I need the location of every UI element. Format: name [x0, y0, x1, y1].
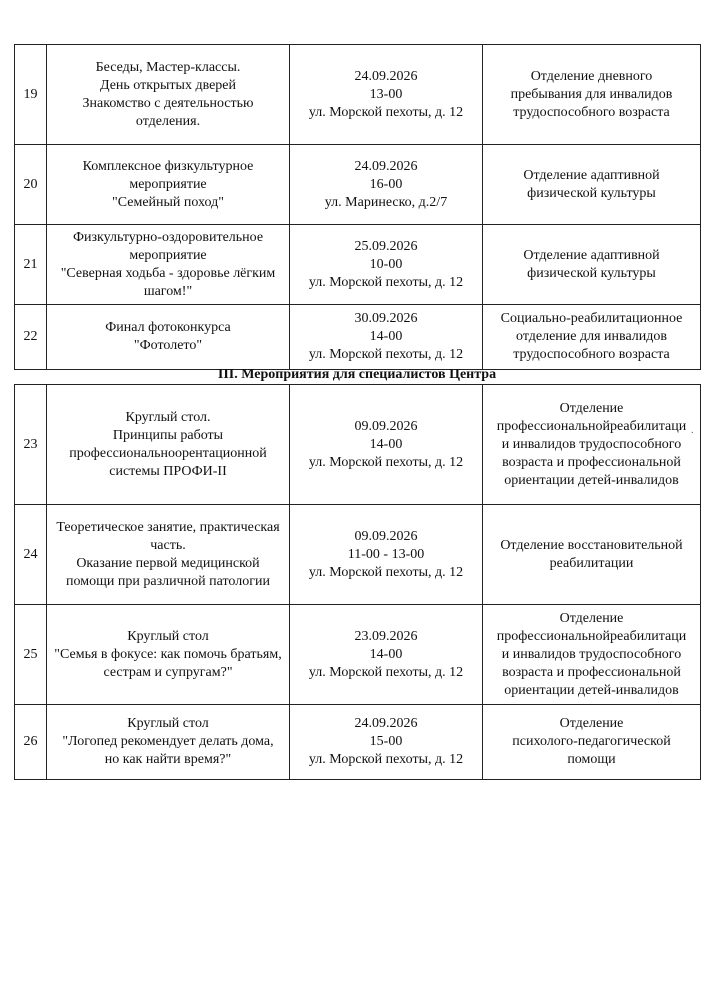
- department-line: Отделение восстановительной: [500, 537, 683, 553]
- department-line: профессиональнойреабилитаци: [496, 418, 687, 434]
- department-cell: [483, 225, 701, 305]
- event-line: "Семья в фокусе: как помочь братьям,: [54, 646, 282, 662]
- date-time-place-cell: [290, 145, 483, 225]
- event-line: Теоретическое занятие, практическая: [56, 519, 280, 535]
- department-line: и инвалидов трудоспособного: [501, 646, 682, 662]
- date-time-place-line: ул. Морской пехоты, д. 12: [308, 664, 464, 680]
- department-line: отделение для инвалидов: [516, 329, 667, 344]
- date-time-place-line: ул. Морской пехоты, д. 12: [308, 274, 464, 290]
- date-time-place-line: ул. Морской пехоты, д. 12: [308, 564, 464, 580]
- date-time-place-line: 24.09.2026: [354, 158, 418, 174]
- event-line: Беседы, Мастер-классы.: [95, 59, 241, 75]
- date-time-place-line: 30.09.2026: [354, 311, 418, 326]
- events-table-specialists: [14, 384, 701, 780]
- date-time-place-cell: [290, 705, 483, 780]
- event-cell: [47, 385, 290, 505]
- date-time-place-line: 15-00: [369, 734, 403, 749]
- date-time-place-cell: [290, 305, 483, 370]
- event-line: Комплексное физкультурное: [82, 158, 254, 174]
- table-row: [15, 45, 701, 145]
- department-line: Социально-реабилитационное: [500, 311, 683, 326]
- date-time-place-line: 14-00: [369, 646, 403, 662]
- date-time-place-cell: [290, 385, 483, 505]
- event-line: "Северная ходьба - здоровье лёгким: [60, 265, 276, 281]
- event-line: "Фотолето": [133, 338, 203, 353]
- table-row: [15, 225, 701, 305]
- date-time-place-line: 14-00: [369, 329, 403, 344]
- department-line: и инвалидов трудоспособного: [501, 436, 682, 452]
- row-number: 23: [15, 385, 47, 505]
- event-line: День открытых дверей: [99, 77, 237, 93]
- date-time-place-cell: [290, 505, 483, 605]
- event-cell: [47, 305, 290, 370]
- event-cell: [47, 225, 290, 305]
- department-line: пребывания для инвалидов: [510, 86, 673, 102]
- department-line: ориентации детей-инвалидов: [504, 682, 679, 698]
- date-time-place-line: 24.09.2026: [354, 716, 418, 731]
- row-number: 19: [15, 45, 47, 145]
- department-line: физической культуры: [527, 265, 656, 281]
- date-time-place-line: 11-00 - 13-00: [347, 546, 425, 562]
- department-cell: [483, 145, 701, 225]
- department-line: трудоспособного возраста: [513, 347, 670, 362]
- event-line: сестрам и супругам?": [103, 664, 233, 680]
- date-time-place-line: 23.09.2026: [354, 628, 418, 644]
- department-cell: [483, 505, 701, 605]
- date-time-place-line: 16-00: [369, 176, 403, 192]
- event-line: Круглый стол: [127, 716, 209, 731]
- event-cell: [47, 605, 290, 705]
- event-cell: [47, 45, 290, 145]
- event-line: помощи при различной патологии: [66, 573, 270, 589]
- row-number: 20: [15, 145, 47, 225]
- date-time-place-line: 13-00: [369, 86, 403, 102]
- department-line: Отделение: [559, 400, 624, 416]
- department-line: Отделение адаптивной: [523, 167, 660, 183]
- event-line: мероприятие: [129, 176, 207, 192]
- row-number: 25: [15, 605, 47, 705]
- date-time-place-line: 09.09.2026: [354, 418, 418, 434]
- date-time-place-line: 10-00: [369, 256, 403, 272]
- department-line: психолого-педагогической: [512, 734, 671, 749]
- section-title: III. Мероприятия для специалистов Центра: [217, 367, 497, 382]
- table-row: [15, 305, 701, 370]
- event-line: Финал фотоконкурса: [105, 320, 231, 335]
- department-cell: [483, 45, 701, 145]
- event-cell: [47, 505, 290, 605]
- department-line: возраста и профессиональной: [502, 664, 681, 680]
- event-line: системы ПРОФИ-II: [109, 463, 227, 479]
- date-time-place-line: ул. Морской пехоты, д. 12: [308, 454, 464, 470]
- events-table-body: [15, 45, 701, 370]
- event-line: Знакомство с деятельностью: [82, 95, 254, 111]
- event-line: отделения.: [135, 113, 201, 129]
- date-time-place-line: ул. Морской пехоты, д. 12: [308, 104, 464, 120]
- event-line: "Логопед рекомендует делать дома,: [62, 734, 274, 749]
- date-time-place-line: 14-00: [369, 436, 403, 452]
- department-line: профессиональнойреабилитаци: [496, 628, 687, 644]
- event-line: шагом!": [143, 283, 193, 299]
- department-line: реабилитации: [549, 555, 634, 571]
- events-table-body: [15, 385, 701, 780]
- date-time-place-line: ул. Морской пехоты, д. 12: [308, 752, 464, 767]
- event-cell: [47, 705, 290, 780]
- event-line: Круглый стол.: [125, 409, 211, 425]
- event-line: но как найти время?": [104, 752, 232, 767]
- date-time-place-cell: [290, 45, 483, 145]
- events-table-part-2: [14, 44, 701, 370]
- date-time-place-line: 24.09.2026: [354, 68, 418, 84]
- event-line: часть.: [150, 537, 186, 553]
- table-row: [15, 605, 701, 705]
- date-time-place-cell: [290, 605, 483, 705]
- event-line: мероприятие: [129, 247, 207, 263]
- department-cell: [483, 605, 701, 705]
- date-time-place-line: ул. Маринеско, д.2/7: [324, 194, 448, 210]
- table-row: [15, 505, 701, 605]
- row-number: 26: [15, 705, 47, 780]
- event-line: профессиональноорентационной: [69, 445, 267, 461]
- event-cell: [47, 145, 290, 225]
- department-line: возраста и профессиональной: [502, 454, 681, 470]
- department-line: физической культуры: [527, 185, 656, 201]
- department-line: ориентации детей-инвалидов: [504, 472, 679, 488]
- department-line: Отделение адаптивной: [523, 247, 660, 263]
- department-line: Отделение дневного: [530, 68, 653, 84]
- department-line: помощи: [567, 752, 616, 767]
- date-time-place-line: 09.09.2026: [354, 528, 418, 544]
- department-line: Отделение: [559, 716, 624, 731]
- department-cell: [483, 385, 701, 505]
- department-line: Отделение: [559, 610, 624, 626]
- table-row: [15, 385, 701, 505]
- table-row: [15, 145, 701, 225]
- event-line: Физкультурно-оздоровительное: [72, 229, 264, 245]
- department-cell: [483, 305, 701, 370]
- department-cell: [483, 705, 701, 780]
- table-row: [15, 705, 701, 780]
- scan-mark: ·: [690, 428, 694, 439]
- event-line: Круглый стол: [127, 628, 209, 644]
- row-number: 21: [15, 225, 47, 305]
- date-time-place-cell: [290, 225, 483, 305]
- event-line: Принципы работы: [112, 427, 224, 443]
- event-line: Оказание первой медицинской: [76, 555, 260, 571]
- row-number: 22: [15, 305, 47, 370]
- row-number: 24: [15, 505, 47, 605]
- department-line: трудоспособного возраста: [513, 104, 670, 120]
- event-line: "Семейный поход": [112, 194, 224, 210]
- date-time-place-line: 25.09.2026: [354, 238, 418, 254]
- date-time-place-line: ул. Морской пехоты, д. 12: [308, 347, 464, 362]
